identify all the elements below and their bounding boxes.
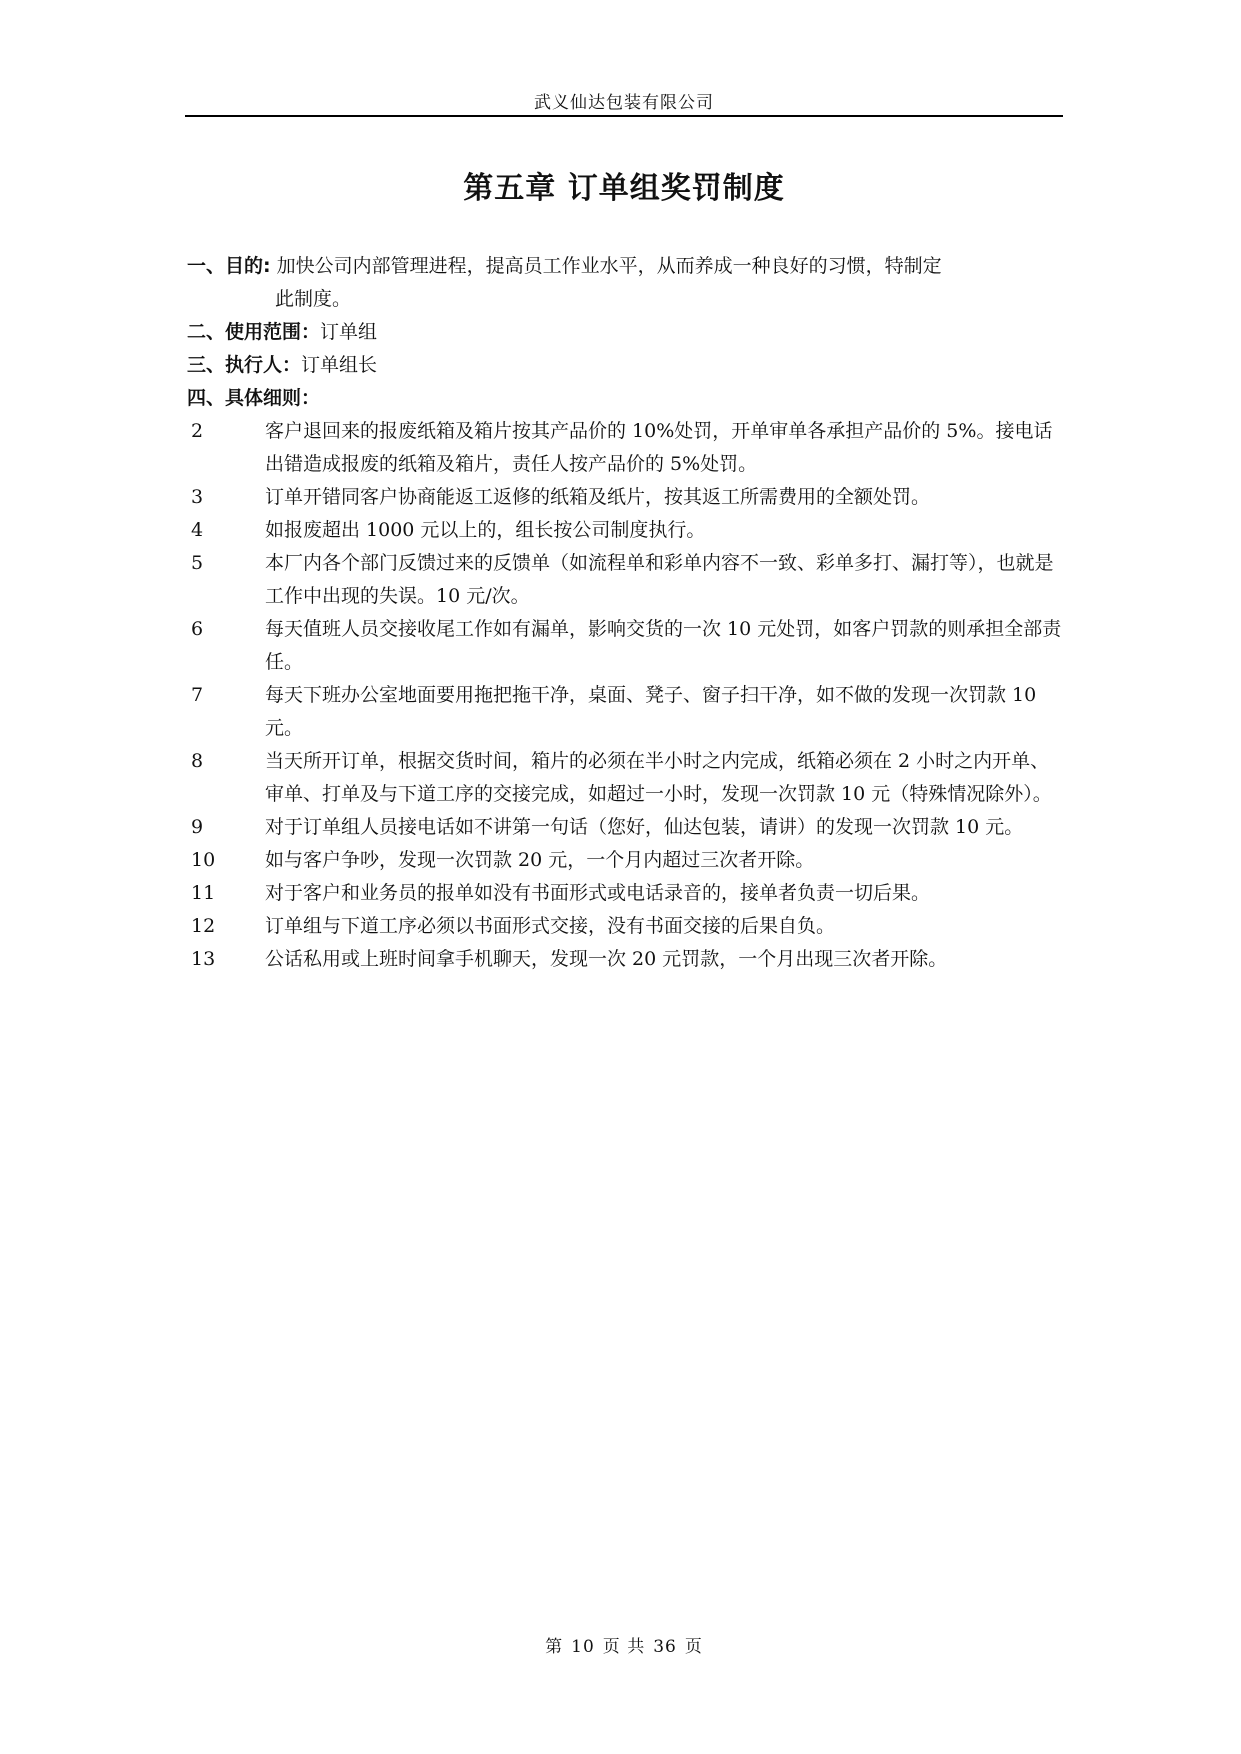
rule-text: 对于客户和业务员的报单如没有书面形式或电话录音的，接单者负责一切后果。 — [265, 882, 931, 904]
section-executor-text: 订单组长 — [301, 354, 378, 376]
rule-text: 每天值班人员交接收尾工作如有漏单，影响交货的一次 10 元处罚，如客户罚款的则承担全部责任。 — [265, 618, 1062, 673]
rule-number: 13 — [191, 948, 216, 970]
rule-item — [187, 613, 1067, 679]
rule-item — [187, 514, 1067, 547]
rule-item — [187, 679, 1067, 745]
rule-text: 订单组与下道工序必须以书面形式交接，没有书面交接的后果自负。 — [265, 915, 836, 937]
page-header-company: 武义仙达包装有限公司 — [534, 93, 714, 113]
section-rules-label: 四、具体细则： — [187, 387, 321, 409]
rule-number: 8 — [191, 750, 204, 772]
rules-list — [187, 415, 1067, 976]
rule-text: 对于订单组人员接电话如不讲第一句话（您好，仙达包装，请讲）的发现一次罚款 10 元。 — [265, 816, 1024, 838]
rule-item — [187, 943, 1067, 976]
rule-text: 客户退回来的报废纸箱及箱片按其产品价的 10%处罚，开单审单各承担产品价的 5%。接电话出错造成报废的纸箱及箱片，责任人按产品价的 5%处罚。 — [265, 420, 1053, 475]
footer-page-number: 10 — [571, 1637, 595, 1657]
page-footer — [185, 1632, 1063, 1657]
rule-text: 当天所开订单，根据交货时间，箱片的必须在半小时之内完成，纸箱必须在 2 小时之内开单、审单、打单及与下道工序的交接完成，如超过一小时，发现一次罚款 10 元（特殊情况除外）。 — [265, 750, 1052, 805]
rule-number: 4 — [191, 519, 204, 541]
rule-item — [187, 811, 1067, 844]
section-purpose — [187, 250, 1067, 283]
rule-item — [187, 547, 1067, 613]
section-scope-text: 订单组 — [320, 321, 378, 343]
rule-number: 11 — [191, 882, 216, 904]
rule-item — [187, 877, 1067, 910]
footer-middle: 页 共 — [602, 1637, 646, 1657]
rule-text: 如报废超出 1000 元以上的，组长按公司制度执行。 — [265, 519, 706, 541]
section-scope-label: 二、使用范围： — [187, 321, 321, 343]
rule-number: 5 — [191, 552, 204, 574]
rule-item — [187, 910, 1067, 943]
footer-total-pages: 36 — [653, 1637, 677, 1657]
section-purpose-text: 加快公司内部管理进程，提高员工作业水平，从而养成一种良好的习惯，特制定 — [270, 255, 942, 277]
chapter-title: 第五章 订单组奖罚制度 — [463, 171, 785, 206]
section-scope — [187, 316, 1067, 349]
rule-number: 12 — [191, 915, 216, 937]
rule-number: 3 — [191, 486, 204, 508]
rule-text: 订单开错同客户协商能返工返修的纸箱及纸片，按其返工所需费用的全额处罚。 — [265, 486, 931, 508]
rule-item — [187, 844, 1067, 877]
rule-text: 如与客户争吵，发现一次罚款 20 元，一个月内超过三次者开除。 — [265, 849, 815, 871]
rule-number: 9 — [191, 816, 204, 838]
rule-text: 本厂内各个部门反馈过来的反馈单（如流程单和彩单内容不一致、彩单多打、漏打等），也就是工作中出现的失误。10 元/次。 — [265, 552, 1054, 607]
rule-item — [187, 415, 1067, 481]
header-divider — [185, 115, 1063, 117]
section-purpose-continuation: 此制度。 — [275, 288, 352, 310]
rule-item — [187, 481, 1067, 514]
rule-number: 7 — [191, 684, 204, 706]
document-body — [187, 250, 1067, 976]
section-executor-label: 三、执行人： — [187, 354, 302, 376]
rule-number: 10 — [191, 849, 216, 871]
section-rules-heading — [187, 382, 1067, 415]
rule-item — [187, 745, 1067, 811]
rule-text: 公话私用或上班时间拿手机聊天，发现一次 20 元罚款，一个月出现三次者开除。 — [265, 948, 948, 970]
rule-number: 2 — [191, 420, 204, 442]
footer-suffix: 页 — [684, 1637, 703, 1657]
section-executor — [187, 349, 1067, 382]
rule-number: 6 — [191, 618, 204, 640]
section-purpose-label: 一、目的: — [187, 255, 271, 277]
rule-text: 每天下班办公室地面要用拖把拖干净，桌面、凳子、窗子扫干净，如不做的发现一次罚款 10 元。 — [265, 684, 1037, 739]
footer-prefix: 第 — [545, 1637, 564, 1657]
